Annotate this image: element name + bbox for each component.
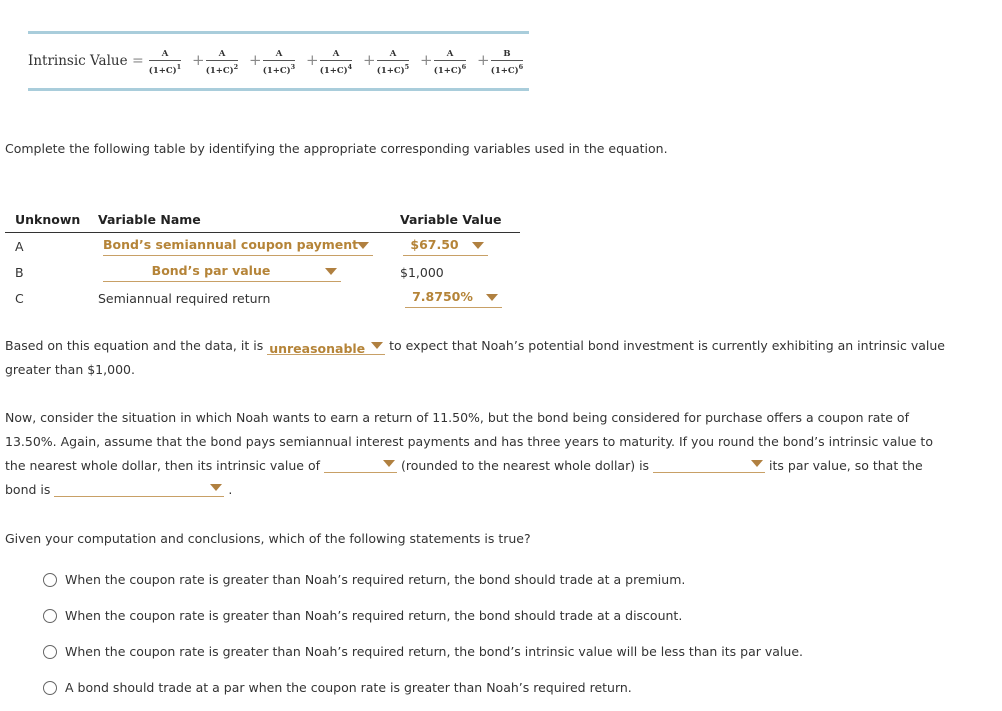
- q2-text-line3b: (rounded to the nearest whole dollar) is: [400, 458, 650, 473]
- intrinsic-value-dropdown[interactable]: [324, 455, 397, 473]
- comparison-dropdown[interactable]: [653, 455, 765, 473]
- chevron-down-icon: [486, 294, 498, 301]
- q1-text-after: to expect that Noah’s potential bond investment is currently exhibiting an intrinsic value: [389, 338, 945, 353]
- equation-term-1: A $(1+C)^1$: [148, 49, 182, 76]
- reasonableness-dropdown[interactable]: [267, 337, 385, 355]
- chevron-down-icon: [472, 242, 484, 249]
- equals-sign: =: [132, 53, 144, 69]
- chevron-down-icon: [357, 242, 369, 249]
- row-a-variable-name: Bond’s semiannual coupon payment: [103, 237, 359, 252]
- row-b-unknown: B: [15, 265, 24, 280]
- equation-term-3: A $(1+C)^3$: [262, 49, 296, 76]
- reasonableness-selected: unreasonable: [269, 341, 366, 356]
- radio-button[interactable]: [43, 573, 57, 587]
- header-variable-name: Variable Name: [98, 212, 201, 227]
- equation-bottom-rule: [28, 88, 529, 91]
- option-2-label: When the coupon rate is greater than Noah’s required return, the bond should trade at a discount.: [65, 608, 683, 623]
- row-b-variable-value: $1,000: [400, 265, 444, 280]
- equation-term-7: B $(1+C)^6$: [490, 49, 524, 76]
- row-a-variable-name-dropdown[interactable]: [103, 237, 373, 256]
- equation-top-rule: [28, 31, 529, 34]
- row-c-variable-value-dropdown[interactable]: [405, 289, 502, 308]
- question-statements: Given your computation and conclusions, which of the following statements is true?: [5, 531, 531, 546]
- row-c-variable-value: 7.8750%: [412, 289, 473, 304]
- row-a-variable-value: $67.50: [410, 237, 459, 252]
- option-4-label: A bond should trade at a par when the coupon rate is greater than Noah’s required return.: [65, 680, 632, 695]
- row-c-variable-name: Semiannual required return: [98, 291, 271, 306]
- chevron-down-icon: [383, 460, 395, 467]
- question-reasonableness: [5, 334, 995, 382]
- radio-button[interactable]: [43, 645, 57, 659]
- chevron-down-icon: [751, 460, 763, 467]
- equation-label: Intrinsic Value: [28, 53, 128, 69]
- q2-text-line3c: its par value, so that the: [769, 458, 923, 473]
- plus-sign: +: [306, 51, 319, 69]
- radio-button[interactable]: [43, 609, 57, 623]
- radio-button[interactable]: [43, 681, 57, 695]
- q2-period: .: [228, 482, 233, 497]
- q1-text-line2: greater than $1,000.: [5, 362, 135, 377]
- row-c-unknown: C: [15, 291, 24, 306]
- q2-text-line3a: the nearest whole dollar, then its intrinsic value of: [5, 458, 321, 473]
- plus-sign: +: [249, 51, 262, 69]
- bond-trading-dropdown[interactable]: [54, 479, 224, 497]
- intrinsic-value-equation: [28, 31, 529, 93]
- header-unknown: Unknown: [15, 212, 81, 227]
- row-a-variable-value-dropdown[interactable]: [403, 237, 488, 256]
- plus-sign: +: [363, 51, 376, 69]
- q2-text-line4: bond is: [5, 482, 51, 497]
- equation-term-4: A $(1+C)^4$: [319, 49, 353, 76]
- plus-sign: +: [420, 51, 433, 69]
- plus-sign: +: [477, 51, 490, 69]
- option-3-label: When the coupon rate is greater than Noah’s required return, the bond’s intrinsic value will be less than its par value.: [65, 644, 803, 659]
- chevron-down-icon: [210, 484, 222, 491]
- header-divider: [5, 232, 520, 233]
- instruction-text: Complete the following table by identifying the appropriate corresponding variables used in the equation.: [5, 141, 668, 156]
- row-a-unknown: A: [15, 239, 24, 254]
- option-1-label: When the coupon rate is greater than Noah’s required return, the bond should trade at a premium.: [65, 572, 686, 587]
- q2-text-line2: 13.50%. Again, assume that the bond pays semiannual interest payments and has three years to maturity. If you round the bond’s intrinsic value to: [5, 434, 933, 449]
- equation-term-5: A $(1+C)^5$: [376, 49, 410, 76]
- chevron-down-icon: [371, 342, 383, 349]
- plus-sign: +: [192, 51, 205, 69]
- equation-term-2: A $(1+C)^2$: [205, 49, 239, 76]
- header-variable-value: Variable Value: [400, 212, 502, 227]
- chevron-down-icon: [325, 268, 337, 275]
- q2-text-line1: Now, consider the situation in which Noah wants to earn a return of 11.50%, but the bond being considered for purchase offers a coupon rate of: [5, 410, 909, 425]
- q1-text-before: Based on this equation and the data, it is: [5, 338, 264, 353]
- question-intrinsic-value: [5, 406, 995, 502]
- row-b-variable-name-dropdown[interactable]: [103, 263, 341, 282]
- row-b-variable-name: Bond’s par value: [151, 263, 271, 278]
- equation-term-6: A $(1+C)^6$: [433, 49, 467, 76]
